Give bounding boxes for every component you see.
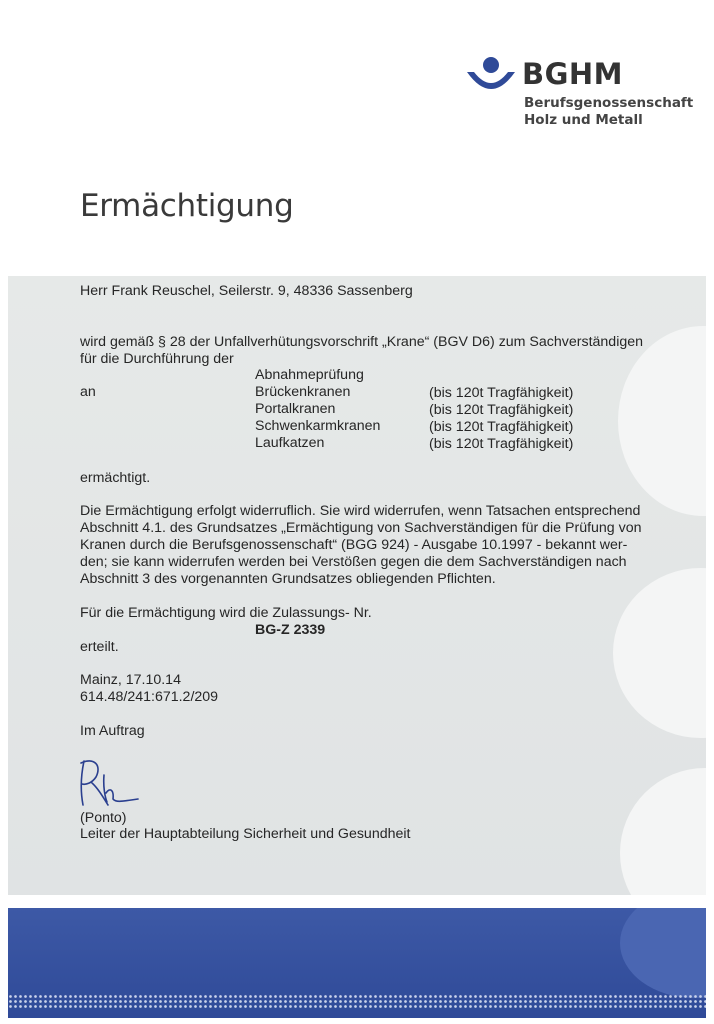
- approval-number: BG-Z 2339: [255, 622, 326, 638]
- logo-line-2: Holz und Metall: [524, 112, 643, 128]
- intro-line-2: für die Durchführung der: [80, 351, 234, 367]
- revocation-line: den; sie kann widerrufen werden bei Verstößen gegen die dem Sachverständigen nach: [80, 554, 627, 570]
- place-date: Mainz, 17.10.14: [80, 672, 181, 688]
- preposition-an: an: [80, 384, 96, 400]
- decorative-circle: [613, 568, 706, 738]
- revocation-line: Abschnitt 4.1. des Grundsatzes „Ermächtigung von Sachverständigen für die Prüfung von: [80, 520, 642, 536]
- reference-number: 614.48/241:671.2/209: [80, 689, 219, 705]
- document-title: Ermächtigung: [80, 188, 294, 224]
- signature-icon: [72, 755, 144, 811]
- crane-name: Portalkranen: [255, 401, 336, 417]
- inspection-type: Abnahmeprüfung: [255, 367, 364, 383]
- crane-capacity: (bis 120t Tragfähigkeit): [429, 385, 574, 401]
- granted-text: erteilt.: [80, 639, 119, 655]
- decorative-circle: [618, 326, 706, 516]
- logo-abbreviation: BGHM: [522, 57, 624, 91]
- signatory-role: Leiter der Hauptabteilung Sicherheit und Gesundheit: [80, 826, 411, 842]
- signatory-name: (Ponto): [80, 810, 127, 826]
- bghm-logo-mark-icon: [466, 56, 516, 96]
- crane-capacity: (bis 120t Tragfähigkeit): [429, 436, 574, 452]
- on-behalf-text: Im Auftrag: [80, 723, 145, 739]
- crane-name: Brückenkranen: [255, 384, 351, 400]
- crane-name: Laufkatzen: [255, 435, 325, 451]
- bghm-logo: [466, 54, 694, 134]
- recipient-line: Herr Frank Reuschel, Seilerstr. 9, 48336 Sassenberg: [80, 283, 413, 299]
- footer-band: [8, 908, 706, 1018]
- intro-line-1: wird gemäß § 28 der Unfallverhütungsvorschrift „Krane“ (BGV D6) zum Sachverständigen: [80, 334, 644, 350]
- revocation-line: Kranen durch die Berufsgenossenschaft“ (BGG 924) - Ausgabe 10.1997 - bekannt wer-: [80, 537, 628, 553]
- crane-capacity: (bis 120t Tragfähigkeit): [429, 402, 574, 418]
- footer-decorative-circle: [620, 908, 706, 998]
- revocation-line: Die Ermächtigung erfolgt widerruflich. Sie wird widerrufen, wenn Tatsachen entsprechend: [80, 503, 641, 519]
- logo-line-1: Berufsgenossenschaft: [524, 95, 694, 111]
- approval-intro: Für die Ermächtigung wird die Zulassungs- Nr.: [80, 605, 372, 621]
- footer-dotted-line: [8, 994, 706, 1008]
- revocation-line: Abschnitt 3 des vorgenannten Grundsatzes obliegenden Pflichten.: [80, 571, 496, 587]
- authorized-text: ermächtigt.: [80, 470, 151, 486]
- crane-capacity: (bis 120t Tragfähigkeit): [429, 419, 574, 435]
- decorative-circle: [620, 768, 706, 895]
- crane-name: Schwenkarmkranen: [255, 418, 381, 434]
